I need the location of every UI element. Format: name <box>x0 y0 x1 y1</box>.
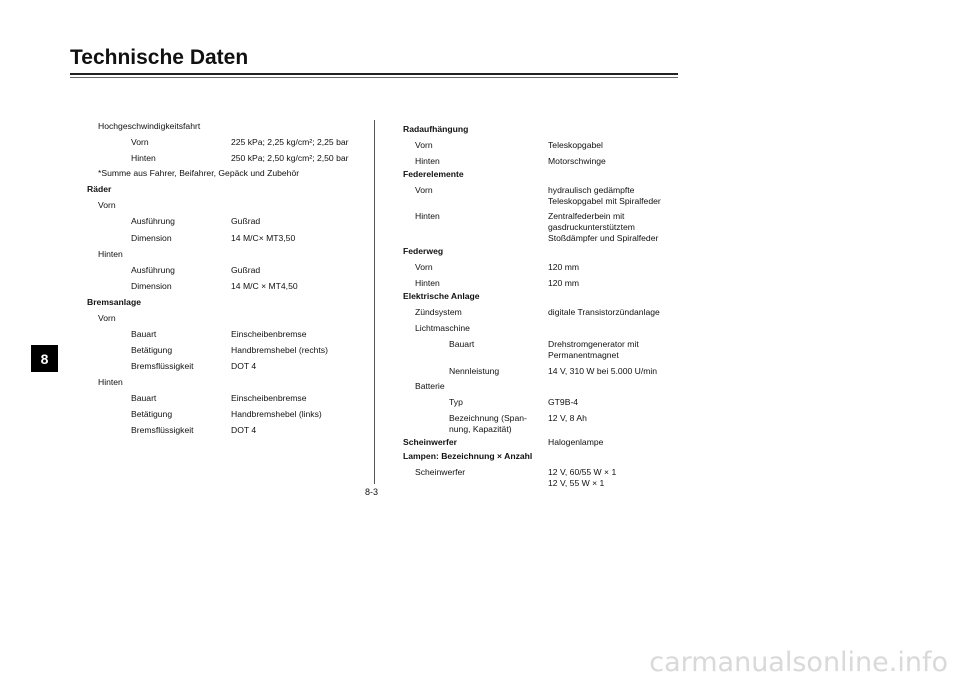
spec-label: Bremsflüssigkeit <box>131 361 194 371</box>
spec-value: Teleskopgabel <box>548 140 603 150</box>
spec-value: Gußrad <box>231 216 261 226</box>
spec-label: Hinten <box>131 153 156 163</box>
spec-label: Vorn <box>131 137 149 147</box>
spec-label: Dimension <box>131 281 172 291</box>
spec-value: 250 kPa; 2,50 kg/cm²; 2,50 bar <box>231 153 349 163</box>
spec-value: DOT 4 <box>231 425 257 435</box>
spec-note: *Summe aus Fahrer, Beifahrer, Gepäck und Zubehör <box>98 168 300 178</box>
spec-label: Bauart <box>131 329 157 339</box>
spec-label: Vorn <box>415 262 433 272</box>
section-heading: Bremsanlage <box>87 297 141 307</box>
spec-label: Zündsystem <box>415 307 462 317</box>
spec-value: 120 mm <box>548 278 580 288</box>
spec-value: 225 kPa; 2,25 kg/cm²; 2,25 bar <box>231 137 349 147</box>
page-number: 8-3 <box>365 487 379 497</box>
spec-value: DOT 4 <box>231 361 257 371</box>
spec-value: gasdruckunterstütztem <box>548 222 635 232</box>
spec-value: Einscheibenbremse <box>231 329 307 339</box>
spec-value: 14 M/C × MT4,50 <box>231 281 298 291</box>
spec-label: Vorn <box>415 185 433 195</box>
spec-label: Hinten <box>98 377 123 387</box>
spec-value: Zentralfederbein mit <box>548 211 625 221</box>
spec-label: Scheinwerfer <box>415 467 466 477</box>
spec-label: Vorn <box>415 140 433 150</box>
spec-label: Vorn <box>98 200 116 210</box>
spec-value: Gußrad <box>231 265 261 275</box>
spec-label: Bauart <box>449 339 475 349</box>
spec-value: Handbremshebel (rechts) <box>231 345 328 355</box>
column-divider <box>374 120 375 484</box>
spec-value: Permanentmagnet <box>548 350 619 360</box>
spec-label: Typ <box>449 397 463 407</box>
spec-value: digitale Transistorzündanlage <box>548 307 660 317</box>
spec-value: hydraulisch gedämpfte <box>548 185 635 195</box>
spec-label: Hinten <box>415 156 440 166</box>
spec-label: Nennleistung <box>449 366 500 376</box>
spec-label: Batterie <box>415 381 445 391</box>
section-heading: Federelemente <box>403 169 464 179</box>
spec-value: Einscheibenbremse <box>231 393 307 403</box>
chapter-tab: 8 <box>31 345 58 372</box>
spec-value: 14 V, 310 W bei 5.000 U/min <box>548 366 658 376</box>
section-heading: Federweg <box>403 246 444 256</box>
section-heading: Lampen: Bezeichnung × Anzahl <box>403 451 533 461</box>
spec-label: Ausführung <box>131 216 175 226</box>
page-title: Technische Daten <box>70 46 249 69</box>
spec-label: Betätigung <box>131 345 173 355</box>
title-rule <box>70 73 678 75</box>
spec-value: 14 M/C× MT3,50 <box>231 233 296 243</box>
spec-label: Hinten <box>415 211 440 221</box>
spec-value: Motorschwinge <box>548 156 606 166</box>
spec-label: Ausführung <box>131 265 175 275</box>
spec-label: Betätigung <box>131 409 173 419</box>
section-heading: Räder <box>87 184 112 194</box>
spec-value: 12 V, 60/55 W × 1 <box>548 467 617 477</box>
spec-label: Hinten <box>98 249 123 259</box>
watermark: carmanualsonline.info <box>649 647 948 678</box>
spec-value: Handbremshebel (links) <box>231 409 322 419</box>
spec-label: Bezeichnung (Span- <box>449 413 527 423</box>
spec-value: 12 V, 55 W × 1 <box>548 478 605 488</box>
spec-heading: Hochgeschwindigkeitsfahrt <box>98 121 201 131</box>
section-heading: Radaufhängung <box>403 124 469 134</box>
spec-label: Hinten <box>415 278 440 288</box>
spec-label: nung, Kapazität) <box>449 424 512 434</box>
spec-value: 120 mm <box>548 262 580 272</box>
spec-label: Lichtmaschine <box>415 323 470 333</box>
spec-label: Bremsflüssigkeit <box>131 425 194 435</box>
section-heading: Elektrische Anlage <box>403 291 480 301</box>
spec-value: Drehstromgenerator mit <box>548 339 639 349</box>
spec-label: Vorn <box>98 313 116 323</box>
spec-value: Stoßdämpfer und Spiralfeder <box>548 233 659 243</box>
spec-value: Halogenlampe <box>548 437 604 447</box>
spec-value: GT9B-4 <box>548 397 579 407</box>
spec-value: 12 V, 8 Ah <box>548 413 587 423</box>
title-rule-thin <box>70 77 678 78</box>
spec-label: Dimension <box>131 233 172 243</box>
spec-label: Bauart <box>131 393 157 403</box>
spec-value: Teleskopgabel mit Spiralfeder <box>548 196 661 206</box>
section-heading: Scheinwerfer <box>403 437 457 447</box>
